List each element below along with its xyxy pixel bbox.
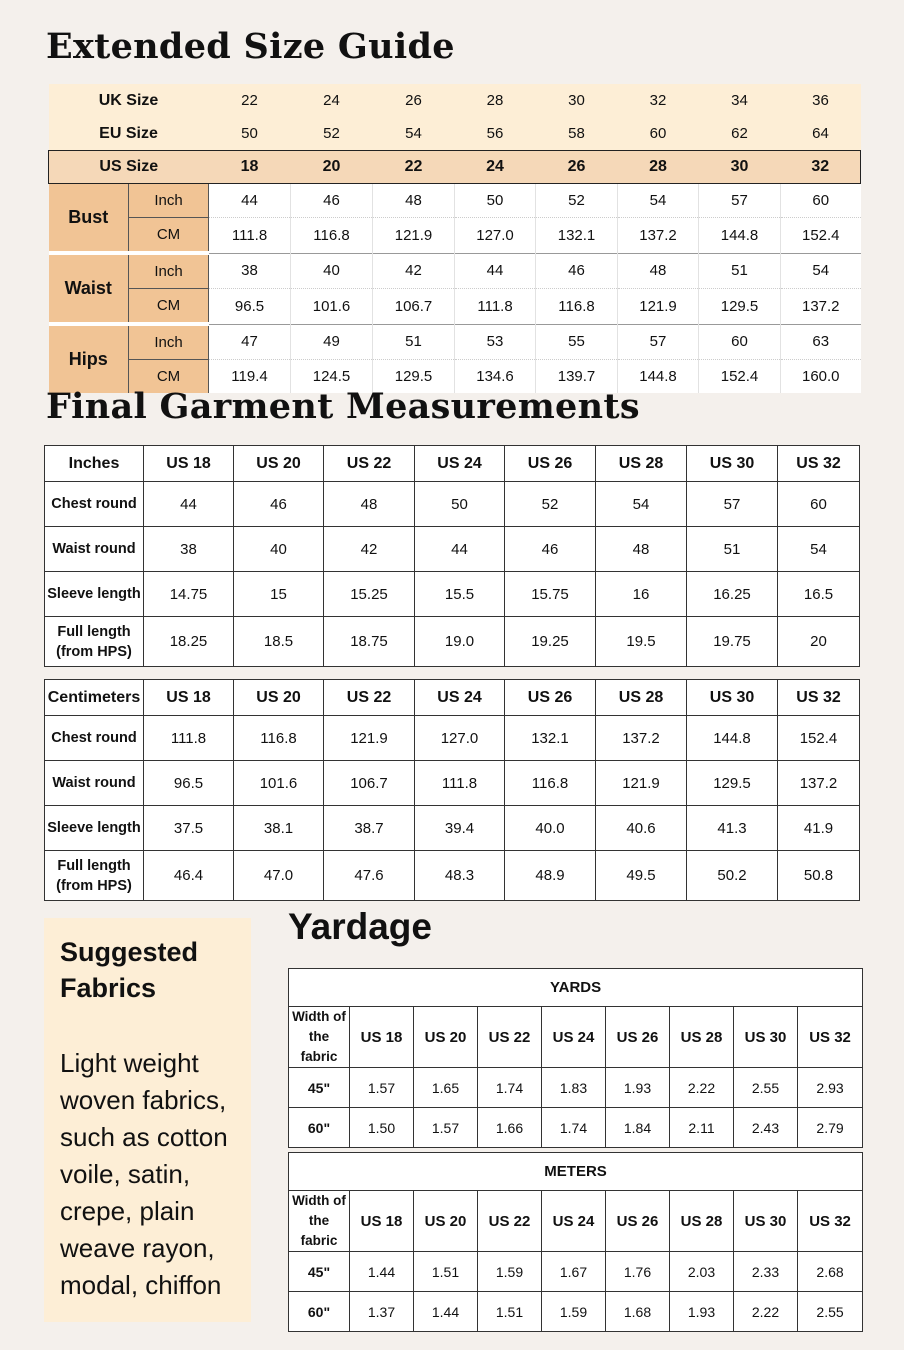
yardage-value: 2.68: [798, 1252, 863, 1292]
garment-row: [45, 806, 860, 851]
measure-value-cm: 116.8: [536, 289, 618, 325]
eu-size-value: 50: [209, 117, 291, 151]
garment-value: 52: [505, 482, 596, 527]
measure-group-label: Hips: [49, 324, 129, 393]
garment-value: 48.3: [415, 851, 505, 901]
garment-row-label: [45, 851, 144, 901]
suggested-fabrics-text: [60, 1045, 228, 1304]
garment-row-label: [45, 572, 144, 617]
garment-value: 16.25: [687, 572, 778, 617]
yardage-size-header: US 32: [798, 1191, 863, 1252]
garment-size-header: US 24: [415, 446, 505, 482]
garment-value: 19.75: [687, 617, 778, 667]
yardage-value: 1.51: [414, 1252, 478, 1292]
measure-value-cm: 129.5: [373, 360, 455, 394]
yardage-size-row: [289, 1007, 863, 1068]
width-label-line: Width of: [292, 1193, 346, 1208]
garment-row-label-line: Chest round: [51, 730, 137, 746]
yardage-value: 1.44: [414, 1292, 478, 1332]
garment-row-label-line: (from HPS): [56, 877, 132, 894]
yardage-size-header: US 30: [734, 1191, 798, 1252]
garment-row-label: [45, 761, 144, 806]
measure-value-inch: 47: [209, 324, 291, 360]
yardage-value: 1.57: [414, 1108, 478, 1148]
garment-value: 38.1: [234, 806, 324, 851]
yardage-value: 1.59: [478, 1252, 542, 1292]
garment-row-label-line: Full length: [57, 857, 131, 874]
yardage-value: 1.76: [606, 1252, 670, 1292]
yardage-value: 2.43: [734, 1108, 798, 1148]
garment-value: 40: [234, 527, 324, 572]
measure-value-inch: 46: [291, 184, 373, 218]
garment-unit-header: Inches: [45, 446, 144, 482]
garment-value: 106.7: [324, 761, 415, 806]
garment-value: 121.9: [324, 716, 415, 761]
yardage-value: 2.22: [670, 1068, 734, 1108]
garment-value: 18.5: [234, 617, 324, 667]
garment-row-label: [45, 482, 144, 527]
measure-value-inch: 57: [699, 184, 781, 218]
garment-row-label: [45, 806, 144, 851]
garment-size-header: US 18: [144, 446, 234, 482]
measure-value-inch: 48: [373, 184, 455, 218]
yardage-size-header: US 22: [478, 1007, 542, 1068]
garment-size-header: US 32: [778, 446, 860, 482]
measure-value-cm: 111.8: [455, 289, 536, 325]
garment-header-row: [45, 680, 860, 716]
size-row-us: [49, 151, 861, 184]
eu-size-label: EU Size: [49, 117, 209, 151]
garment-value: 137.2: [596, 716, 687, 761]
measure-value-cm: 144.8: [618, 360, 699, 394]
garment-value: 121.9: [596, 761, 687, 806]
fabrics-text-line: woven fabrics,: [60, 1085, 227, 1115]
fabric-width-label: 45": [289, 1068, 350, 1108]
garment-value: 19.25: [505, 617, 596, 667]
measure-value-inch: 63: [781, 324, 861, 360]
yardage-meters-table: [288, 1152, 863, 1332]
garment-size-header: US 22: [324, 446, 415, 482]
yardage-row: [289, 1108, 863, 1148]
eu-size-value: 52: [291, 117, 373, 151]
garment-value: 15.75: [505, 572, 596, 617]
garment-row-label-line: Sleeve length: [47, 820, 141, 836]
garment-value: 152.4: [778, 716, 860, 761]
us-size-value: 24: [455, 151, 536, 184]
yardage-header-row: [289, 1153, 863, 1191]
garment-value: 48.9: [505, 851, 596, 901]
garment-value: 44: [144, 482, 234, 527]
eu-size-value: 58: [536, 117, 618, 151]
measure-value-inch: 48: [618, 253, 699, 289]
garment-value: 18.75: [324, 617, 415, 667]
garment-value: 111.8: [144, 716, 234, 761]
width-label-line: Width of: [292, 1009, 346, 1024]
yardage-size-header: US 20: [414, 1191, 478, 1252]
uk-size-value: 24: [291, 84, 373, 117]
yardage-size-header: US 22: [478, 1191, 542, 1252]
fabrics-text-line: Light weight: [60, 1048, 199, 1078]
us-size-value: 30: [699, 151, 781, 184]
measure-value-cm: 106.7: [373, 289, 455, 325]
garment-value: 40.0: [505, 806, 596, 851]
yardage-value: 2.03: [670, 1252, 734, 1292]
garment-value: 38.7: [324, 806, 415, 851]
garment-size-header: US 26: [505, 680, 596, 716]
yardage-row: [289, 1292, 863, 1332]
yardage-value: 2.11: [670, 1108, 734, 1148]
eu-size-value: 56: [455, 117, 536, 151]
uk-size-value: 30: [536, 84, 618, 117]
garment-value: 39.4: [415, 806, 505, 851]
measure-value-cm: 132.1: [536, 218, 618, 254]
garment-value: 47.6: [324, 851, 415, 901]
measure-value-inch: 55: [536, 324, 618, 360]
size-row-uk: [49, 84, 861, 117]
measure-value-inch: 50: [455, 184, 536, 218]
yardage-value: 1.66: [478, 1108, 542, 1148]
garment-row: [45, 761, 860, 806]
fabrics-title-line: Suggested: [60, 937, 199, 967]
measure-group-label: Bust: [49, 184, 129, 254]
yardage-unit-header: METERS: [289, 1153, 863, 1191]
garment-value: 46: [505, 527, 596, 572]
fabric-width-label: 45": [289, 1252, 350, 1292]
yardage-value: 2.55: [734, 1068, 798, 1108]
yardage-size-row: [289, 1191, 863, 1252]
garment-value: 49.5: [596, 851, 687, 901]
measure-value-inch: 44: [455, 253, 536, 289]
measure-value-cm: 101.6: [291, 289, 373, 325]
measure-row-inch: [49, 184, 861, 218]
garment-size-header: US 26: [505, 446, 596, 482]
fabric-width-label: 60": [289, 1292, 350, 1332]
yardage-value: 1.93: [670, 1292, 734, 1332]
garment-value: 51: [687, 527, 778, 572]
yardage-value: 2.93: [798, 1068, 863, 1108]
garment-value: 19.5: [596, 617, 687, 667]
measure-value-inch: 57: [618, 324, 699, 360]
measure-value-inch: 51: [373, 324, 455, 360]
garment-value: 116.8: [505, 761, 596, 806]
unit-inch-label: Inch: [129, 324, 209, 360]
garment-row-label-line: Waist round: [52, 541, 136, 557]
garment-row: [45, 617, 860, 667]
garment-size-header: US 28: [596, 680, 687, 716]
measure-value-cm: 116.8: [291, 218, 373, 254]
measure-row-cm: [49, 289, 861, 325]
garment-value: 96.5: [144, 761, 234, 806]
yardage-value: 1.44: [350, 1252, 414, 1292]
garment-value: 41.3: [687, 806, 778, 851]
garment-value: 50.8: [778, 851, 860, 901]
garment-inches-table: [44, 445, 860, 667]
yardage-header-row: [289, 969, 863, 1007]
measure-value-inch: 53: [455, 324, 536, 360]
measure-value-cm: 121.9: [618, 289, 699, 325]
yardage-value: 1.74: [478, 1068, 542, 1108]
unit-inch-label: Inch: [129, 184, 209, 218]
uk-size-value: 34: [699, 84, 781, 117]
yardage-value: 1.37: [350, 1292, 414, 1332]
measure-value-inch: 51: [699, 253, 781, 289]
yardage-row: [289, 1252, 863, 1292]
yardage-size-header: US 28: [670, 1191, 734, 1252]
garment-value: 16.5: [778, 572, 860, 617]
garment-size-header: US 32: [778, 680, 860, 716]
yardage-size-header: US 32: [798, 1007, 863, 1068]
garment-row-label: [45, 527, 144, 572]
yardage-size-header: US 18: [350, 1007, 414, 1068]
garment-value: 111.8: [415, 761, 505, 806]
garment-value: 46.4: [144, 851, 234, 901]
measure-value-inch: 40: [291, 253, 373, 289]
measure-value-cm: 129.5: [699, 289, 781, 325]
eu-size-value: 54: [373, 117, 455, 151]
garment-row-label-line: Chest round: [51, 496, 137, 512]
yardage-value: 1.84: [606, 1108, 670, 1148]
garment-row-label-line: (from HPS): [56, 643, 132, 660]
yardage-value: 1.51: [478, 1292, 542, 1332]
size-guide-title: Extended Size Guide: [46, 26, 455, 67]
measure-group-label: Waist: [49, 253, 129, 324]
garment-value: 41.9: [778, 806, 860, 851]
garment-value: 127.0: [415, 716, 505, 761]
fabrics-text-line: modal, chiffon: [60, 1270, 222, 1300]
garment-row: [45, 716, 860, 761]
garment-value: 48: [324, 482, 415, 527]
us-size-value: 28: [618, 151, 699, 184]
yardage-unit-header: YARDS: [289, 969, 863, 1007]
garment-value: 18.25: [144, 617, 234, 667]
measure-row-cm: [49, 218, 861, 254]
suggested-fabrics-panel: [44, 918, 251, 1322]
measure-value-cm: 152.4: [781, 218, 861, 254]
garment-header-row: [45, 446, 860, 482]
eu-size-value: 60: [618, 117, 699, 151]
measure-row-inch: [49, 253, 861, 289]
us-size-value: 26: [536, 151, 618, 184]
measure-value-inch: 54: [781, 253, 861, 289]
unit-cm-label: CM: [129, 360, 209, 394]
yardage-value: 2.79: [798, 1108, 863, 1148]
measure-value-inch: 46: [536, 253, 618, 289]
garment-size-header: US 24: [415, 680, 505, 716]
garment-value: 50: [415, 482, 505, 527]
garment-row-label: [45, 617, 144, 667]
yardage-title: Yardage: [288, 906, 432, 947]
us-size-value: 22: [373, 151, 455, 184]
eu-size-value: 64: [781, 117, 861, 151]
measure-value-cm: 127.0: [455, 218, 536, 254]
measure-value-inch: 52: [536, 184, 618, 218]
measure-value-cm: 124.5: [291, 360, 373, 394]
uk-size-value: 28: [455, 84, 536, 117]
us-size-label: US Size: [49, 151, 209, 184]
yardage-size-header: US 24: [542, 1191, 606, 1252]
garment-value: 60: [778, 482, 860, 527]
measure-value-inch: 42: [373, 253, 455, 289]
garment-row-label-line: Full length: [57, 623, 131, 640]
garment-value: 54: [778, 527, 860, 572]
garment-value: 101.6: [234, 761, 324, 806]
garment-size-header: US 20: [234, 680, 324, 716]
garment-value: 48: [596, 527, 687, 572]
unit-cm-label: CM: [129, 218, 209, 254]
fabrics-text-line: crepe, plain: [60, 1196, 195, 1226]
fabric-width-label: 60": [289, 1108, 350, 1148]
garment-value: 47.0: [234, 851, 324, 901]
measure-value-cm: 139.7: [536, 360, 618, 394]
garment-row: [45, 482, 860, 527]
fabrics-text-line: voile, satin,: [60, 1159, 191, 1189]
uk-size-value: 22: [209, 84, 291, 117]
yardage-value: 1.50: [350, 1108, 414, 1148]
measure-value-cm: 144.8: [699, 218, 781, 254]
garment-size-header: US 30: [687, 680, 778, 716]
yardage-value: 1.65: [414, 1068, 478, 1108]
fabrics-text-line: such as cotton: [60, 1122, 228, 1152]
garment-centimeters-table: [44, 679, 860, 901]
size-row-eu: [49, 117, 861, 151]
yardage-value: 1.74: [542, 1108, 606, 1148]
garment-value: 132.1: [505, 716, 596, 761]
measure-value-cm: 96.5: [209, 289, 291, 325]
measure-value-cm: 160.0: [781, 360, 861, 394]
yardage-value: 1.67: [542, 1252, 606, 1292]
garment-unit-header: Centimeters: [45, 680, 144, 716]
measure-value-cm: 134.6: [455, 360, 536, 394]
yardage-value: 1.83: [542, 1068, 606, 1108]
us-size-value: 32: [781, 151, 861, 184]
garment-size-header: US 18: [144, 680, 234, 716]
yardage-size-header: US 24: [542, 1007, 606, 1068]
unit-cm-label: CM: [129, 289, 209, 325]
width-of-fabric-label: [289, 1191, 350, 1252]
garment-row-label-line: Sleeve length: [47, 586, 141, 602]
garment-size-header: US 20: [234, 446, 324, 482]
yardage-value: 1.57: [350, 1068, 414, 1108]
garment-value: 37.5: [144, 806, 234, 851]
measure-value-inch: 38: [209, 253, 291, 289]
measure-row-inch: [49, 324, 861, 360]
us-size-value: 18: [209, 151, 291, 184]
garment-value: 54: [596, 482, 687, 527]
garment-size-header: US 22: [324, 680, 415, 716]
measure-value-inch: 49: [291, 324, 373, 360]
yardage-size-header: US 26: [606, 1191, 670, 1252]
garment-value: 144.8: [687, 716, 778, 761]
garment-value: 16: [596, 572, 687, 617]
yardage-size-header: US 28: [670, 1007, 734, 1068]
measure-value-cm: 137.2: [781, 289, 861, 325]
measure-value-inch: 60: [699, 324, 781, 360]
garment-value: 38: [144, 527, 234, 572]
suggested-fabrics-title: [60, 934, 198, 1006]
garment-value: 116.8: [234, 716, 324, 761]
measure-value-cm: 119.4: [209, 360, 291, 394]
measure-value-cm: 111.8: [209, 218, 291, 254]
uk-size-value: 26: [373, 84, 455, 117]
garment-value: 14.75: [144, 572, 234, 617]
garment-size-header: US 28: [596, 446, 687, 482]
us-size-value: 20: [291, 151, 373, 184]
garment-value: 46: [234, 482, 324, 527]
garment-row-label: [45, 716, 144, 761]
measure-value-inch: 54: [618, 184, 699, 218]
garment-value: 15: [234, 572, 324, 617]
yardage-value: 1.93: [606, 1068, 670, 1108]
yardage-size-header: US 30: [734, 1007, 798, 1068]
measure-value-cm: 121.9: [373, 218, 455, 254]
garment-value: 40.6: [596, 806, 687, 851]
eu-size-value: 62: [699, 117, 781, 151]
yardage-value: 1.68: [606, 1292, 670, 1332]
unit-inch-label: Inch: [129, 253, 209, 289]
garment-value: 129.5: [687, 761, 778, 806]
garment-value: 42: [324, 527, 415, 572]
garment-value: 20: [778, 617, 860, 667]
measure-value-inch: 60: [781, 184, 861, 218]
measure-value-cm: 152.4: [699, 360, 781, 394]
garment-value: 57: [687, 482, 778, 527]
garment-row-label-line: Waist round: [52, 775, 136, 791]
uk-size-value: 32: [618, 84, 699, 117]
yardage-size-header: US 26: [606, 1007, 670, 1068]
garment-value: 137.2: [778, 761, 860, 806]
yardage-size-header: US 18: [350, 1191, 414, 1252]
measure-value-cm: 137.2: [618, 218, 699, 254]
garment-value: 44: [415, 527, 505, 572]
yardage-yards-table: [288, 968, 863, 1148]
width-of-fabric-label: [289, 1007, 350, 1068]
garment-value: 50.2: [687, 851, 778, 901]
garment-row: [45, 851, 860, 901]
fabrics-title-line: Fabrics: [60, 973, 157, 1003]
fabrics-text-line: weave rayon,: [60, 1233, 215, 1263]
garment-value: 19.0: [415, 617, 505, 667]
yardage-size-header: US 20: [414, 1007, 478, 1068]
yardage-value: 2.22: [734, 1292, 798, 1332]
yardage-row: [289, 1068, 863, 1108]
width-label-line: the fabric: [300, 1213, 338, 1248]
measure-value-inch: 44: [209, 184, 291, 218]
garment-size-header: US 30: [687, 446, 778, 482]
yardage-value: 2.55: [798, 1292, 863, 1332]
uk-size-value: 36: [781, 84, 861, 117]
yardage-value: 2.33: [734, 1252, 798, 1292]
garment-value: 15.5: [415, 572, 505, 617]
garment-value: 15.25: [324, 572, 415, 617]
width-label-line: the fabric: [300, 1029, 338, 1064]
garment-title: Final Garment Measurements: [46, 386, 640, 427]
size-guide-table: [48, 84, 861, 393]
uk-size-label: UK Size: [49, 84, 209, 117]
yardage-value: 1.59: [542, 1292, 606, 1332]
garment-row: [45, 572, 860, 617]
garment-row: [45, 527, 860, 572]
